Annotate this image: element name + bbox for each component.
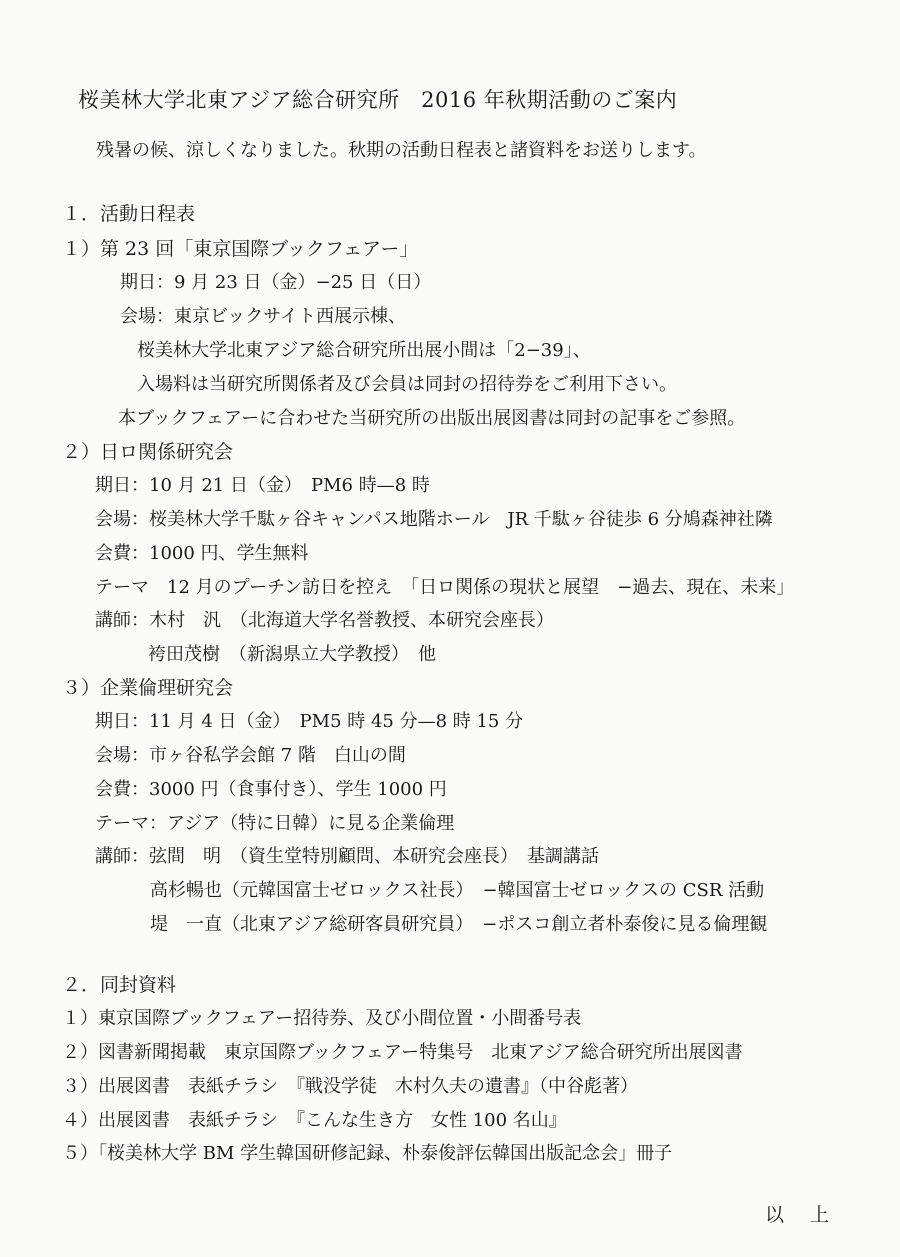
section-1-heading: １．活動日程表	[62, 203, 196, 225]
event-2-date: 期日：10 月 21 日（金） PM6 時—8 時	[95, 475, 430, 496]
enclosure-item: ３）出展図書 表紙チラシ 『戦没学徒 木村久夫の遺書』（中谷彪著）	[62, 1076, 638, 1097]
event-1-heading: １）第 23 回「東京国際ブックフェアー」	[62, 238, 419, 260]
event-1-note: 本ブックフェアーに合わせた当研究所の出版出展図書は同封の記事をご参照。	[118, 408, 746, 429]
event-2-speaker-2: 袴田茂樹 （新潟県立大学教授） 他	[148, 644, 436, 665]
closing-mark: 以 上	[765, 1204, 840, 1226]
document-title: 桜美林大学北東アジア総合研究所 2016 年秋期活動のご案内	[78, 88, 678, 112]
event-3-speaker-1: 講師：弦間 明 （資生堂特別顧問、本研究会座長） 基調講話	[95, 846, 599, 867]
section-2-heading: ２．同封資料	[62, 974, 177, 996]
event-2-theme: テーマ 12 月のプーチン訪日を控え 「日ロ関係の現状と展望 −過去、現在、未来」	[95, 577, 795, 598]
event-2-venue: 会場：桜美林大学千駄ヶ谷キャンパス地階ホール JR 千駄ヶ谷徒歩 6 分鳩森神社隣	[95, 509, 773, 530]
event-2-fee: 会費：1000 円、学生無料	[95, 543, 309, 564]
event-1-admission: 入場料は当研究所関係者及び会員は同封の招待券をご利用下さい。	[137, 374, 677, 395]
event-2-speaker-1: 講師：木村 汎 （北海道大学名誉教授、本研究会座長）	[95, 610, 554, 631]
event-1-booth: 桜美林大学北東アジア総合研究所出展小間は「2−39」、	[137, 340, 591, 361]
event-3-date: 期日：11 月 4 日（金） PM5 時 45 分—8 時 15 分	[95, 711, 524, 732]
enclosure-item: ２）図書新聞掲載 東京国際ブックフェアー特集号 北東アジア総合研究所出展図書	[62, 1042, 743, 1063]
enclosure-item: ５）「桜美林大学 BM 学生韓国研修記録、朴泰俊評伝韓国出版記念会」冊子	[62, 1143, 673, 1164]
event-3-speaker-3: 堤 一直（北東アジア総研客員研究員） −ポスコ創立者朴泰俊に見る倫理観	[150, 914, 768, 935]
event-3-heading: ３）企業倫理研究会	[62, 677, 234, 699]
event-3-fee: 会費：3000 円（食事付き）、学生 1000 円	[95, 779, 447, 800]
greeting-text: 残暑の候、涼しくなりました。秋期の活動日程表と諸資料をお送りします。	[96, 140, 707, 161]
event-3-venue: 会場：市ヶ谷私学会館 7 階 白山の間	[95, 745, 406, 766]
enclosure-item: １）東京国際ブックフェアー招待券、及び小間位置・小間番号表	[62, 1008, 582, 1029]
event-1-venue: 会場：東京ビックサイト西展示棟、	[120, 306, 407, 327]
event-2-heading: ２）日ロ関係研究会	[62, 441, 234, 463]
event-3-theme: テーマ：アジア（特に日韓）に見る企業倫理	[95, 813, 455, 834]
event-3-speaker-2: 高杉暢也（元韓国富士ゼロックス社長） −韓国富士ゼロックスの CSR 活動	[150, 880, 765, 901]
event-1-date: 期日：9 月 23 日（金）−25 日（日）	[120, 272, 432, 293]
enclosure-item: ４）出展図書 表紙チラシ 『こんな生き方 女性 100 名山』	[62, 1110, 567, 1131]
